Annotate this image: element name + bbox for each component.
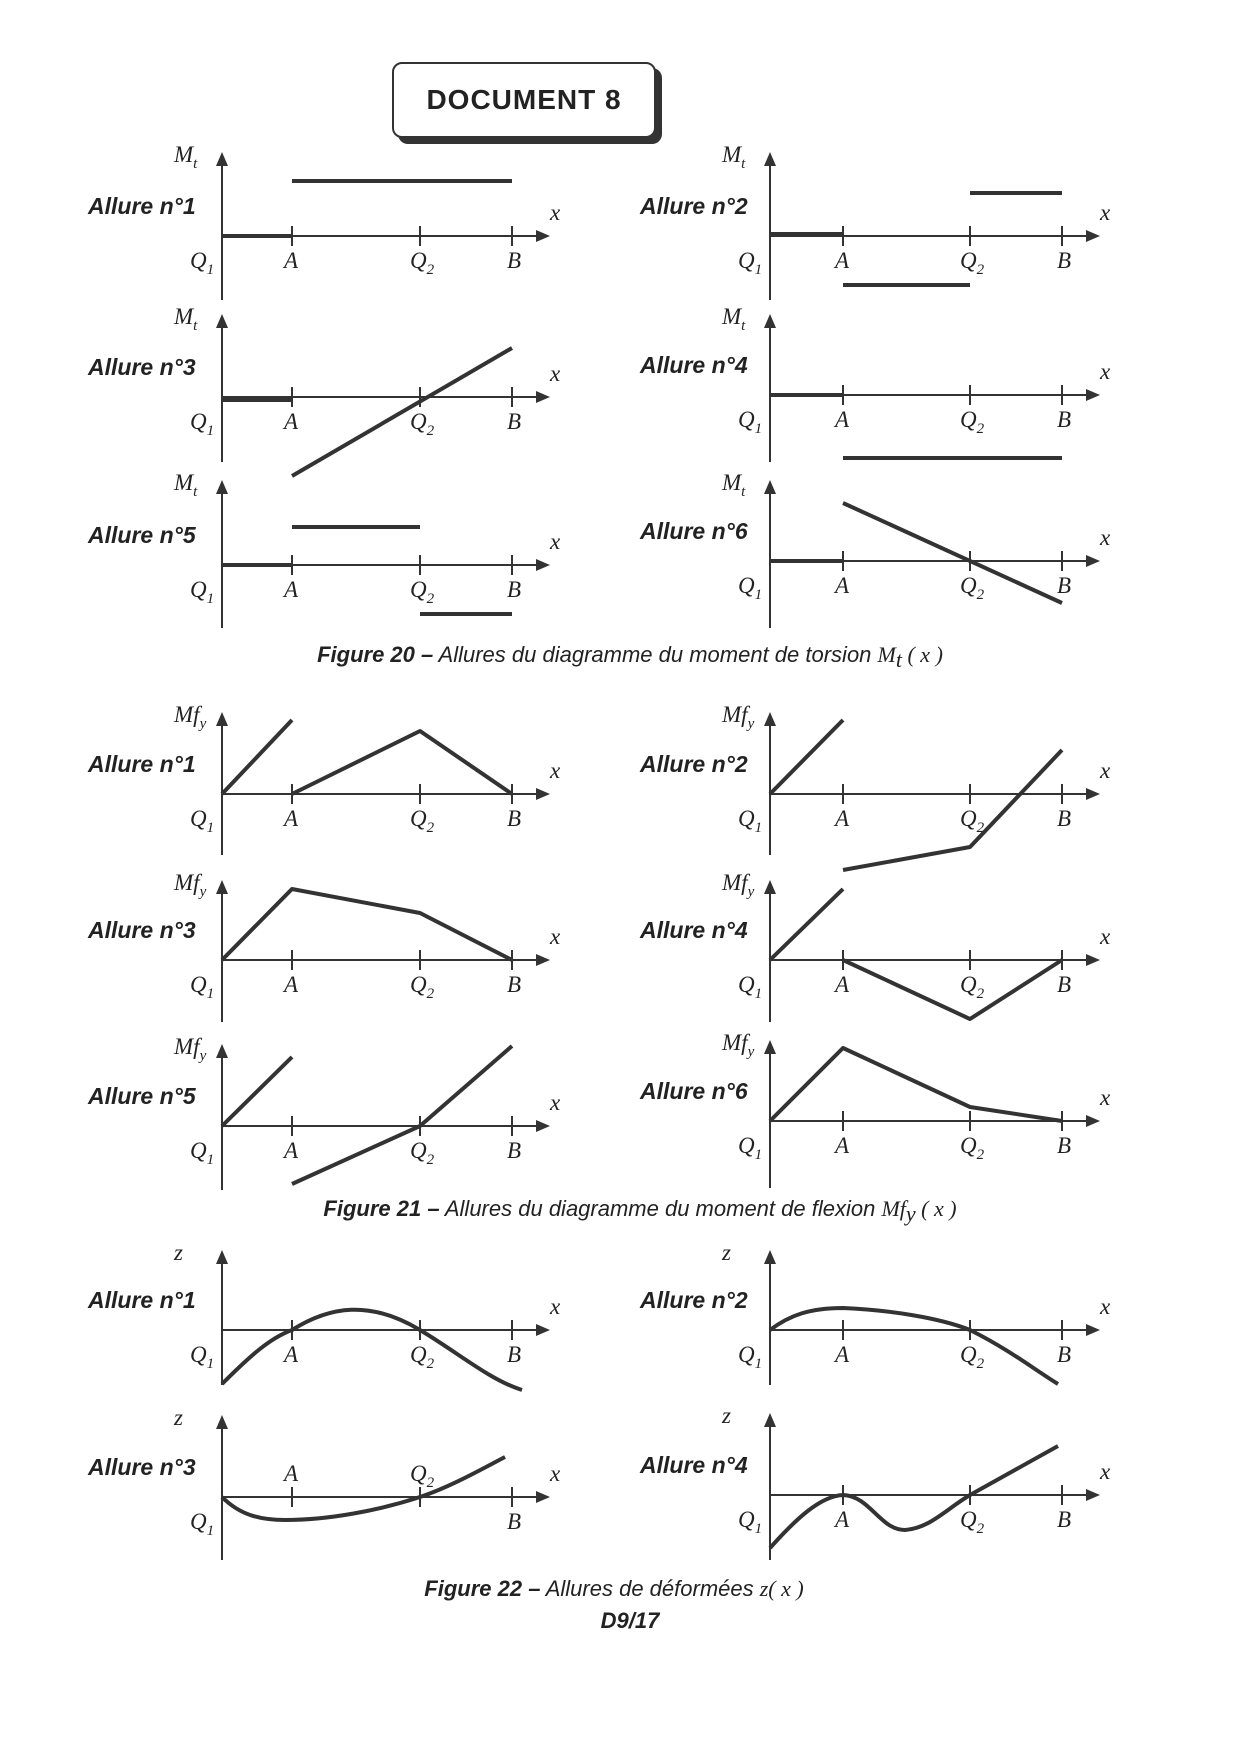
chart-panel [87,142,561,300]
x-axis-arrow-icon [536,1120,550,1132]
x-axis-label: x [1100,1085,1111,1110]
q2-label: $Q_2$ [410,806,435,836]
allure-label: Allure n°1 [88,751,196,777]
diagram-curve [770,1308,1058,1384]
y-axis-label: $M_t$ [722,142,746,172]
chart-panel [639,1403,1111,1560]
page-number: D9/17 [600,1608,660,1633]
a-label: A [284,1138,299,1163]
y-axis-arrow-icon [216,480,228,494]
y-axis-arrow-icon [764,1040,776,1054]
q1-label: $Q_1$ [190,409,215,439]
q1-label: $Q_1$ [738,1133,763,1163]
q1-label: $Q_1$ [190,1509,215,1539]
y-axis-arrow-icon [764,712,776,726]
y-axis-label: $Mf_y$ [722,702,755,732]
q1-label: $Q_1$ [190,972,215,1002]
y-axis-label: $Mf_y$ [722,1030,755,1060]
x-axis-label: x [550,1090,561,1115]
allure-label: Allure n°5 [88,522,196,548]
x-axis-arrow-icon [1086,389,1100,401]
q1-label: $Q_1$ [738,972,763,1002]
allure-label: Allure n°6 [640,518,748,544]
y-axis-label: $Mf_y$ [722,870,755,900]
x-axis-label: x [1100,359,1111,384]
figure-21-caption: Figure 21 – Allures du diagramme du moment de flexion Mfy ( x ) [323,1196,957,1226]
b-label: B [507,248,522,273]
chart-panel [639,1240,1111,1385]
y-axis-label: $Mf_y$ [174,870,207,900]
diagram-curve [770,889,843,960]
q2-label: $Q_2$ [960,1342,985,1372]
chart-panel [639,142,1111,300]
b-label: B [1057,1342,1072,1367]
allure-label: Allure n°3 [88,1454,196,1480]
diagram-curve [222,889,512,960]
y-axis-arrow-icon [764,1413,776,1427]
q2-label: $Q_2$ [960,573,985,603]
y-axis-label: z [722,1403,731,1428]
b-label: B [507,577,522,602]
b-label: B [1057,972,1072,997]
a-label: A [284,1342,299,1367]
chart-panel [87,702,561,855]
q2-label: $Q_2$ [960,248,985,278]
document-title: DOCUMENT 8 [392,62,656,138]
x-axis-label: x [1100,1459,1111,1484]
q1-label: $Q_1$ [738,248,763,278]
chart-panel [87,1405,561,1560]
b-label: B [507,1509,522,1534]
y-axis-label: $M_t$ [722,470,746,500]
a-label: A [835,573,850,598]
allure-label: Allure n°3 [88,354,196,380]
allure-label: Allure n°2 [640,751,748,777]
chart-panel [87,470,561,628]
figure-20-caption: Figure 20 – Allures du diagramme du moment de torsion Mt ( x ) [317,642,943,672]
a-label: A [284,248,299,273]
b-label: B [1057,1133,1072,1158]
y-axis-arrow-icon [216,712,228,726]
a-label: A [835,407,850,432]
allure-label: Allure n°4 [640,352,748,378]
x-axis-arrow-icon [536,788,550,800]
allure-label: Allure n°3 [88,917,196,943]
q1-label: $Q_1$ [738,573,763,603]
y-axis-label: z [174,1405,183,1430]
allure-label: Allure n°4 [640,1452,748,1478]
allure-label: Allure n°2 [640,193,748,219]
x-axis-label: x [550,924,561,949]
a-label: A [284,409,299,434]
a-label: A [284,1461,299,1486]
b-label: B [507,1342,522,1367]
y-axis-label: $M_t$ [722,304,746,334]
y-axis-arrow-icon [764,480,776,494]
chart-panel [639,304,1111,462]
y-axis-arrow-icon [764,1250,776,1264]
x-axis-arrow-icon [536,391,550,403]
a-label: A [835,1507,850,1532]
b-label: B [507,972,522,997]
q1-label: $Q_1$ [190,1342,215,1372]
allure-label: Allure n°5 [88,1083,196,1109]
q2-label: $Q_2$ [960,1507,985,1537]
q2-label: $Q_2$ [410,1342,435,1372]
q2-label: $Q_2$ [960,972,985,1002]
y-axis-arrow-icon [216,152,228,166]
x-axis-label: x [550,1461,561,1486]
b-label: B [1057,248,1072,273]
y-axis-arrow-icon [216,1044,228,1058]
x-axis-arrow-icon [536,559,550,571]
a-label: A [284,806,299,831]
diagram-curve [222,1457,505,1520]
allure-label: Allure n°6 [640,1078,748,1104]
allure-label: Allure n°2 [640,1287,748,1313]
y-axis-arrow-icon [764,314,776,328]
x-axis-label: x [1100,1294,1111,1319]
allure-label: Allure n°4 [640,917,748,943]
q1-label: $Q_1$ [738,1507,763,1537]
q1-label: $Q_1$ [190,806,215,836]
a-label: A [835,248,850,273]
q2-label: $Q_2$ [410,409,435,439]
x-axis-label: x [550,200,561,225]
chart-panel [87,304,561,476]
x-axis-label: x [550,529,561,554]
chart-panel [87,1240,561,1390]
a-label: A [835,1342,850,1367]
b-label: B [507,409,522,434]
allure-label: Allure n°1 [88,1287,196,1313]
diagram-curve [843,503,1062,603]
chart-panel [639,702,1111,870]
q2-label: $Q_2$ [410,1461,435,1491]
allure-label: Allure n°1 [88,193,196,219]
y-axis-label: z [174,1240,183,1265]
chart-panel [639,1030,1111,1188]
diagram-curve [292,348,512,476]
diagram-curve [292,731,512,794]
diagram-curve [222,720,292,794]
q1-label: $Q_1$ [738,806,763,836]
a-label: A [284,972,299,997]
y-axis-label: $M_t$ [174,304,198,334]
x-axis-label: x [1100,758,1111,783]
x-axis-label: x [1100,525,1111,550]
diagram-curve [843,750,1062,870]
q1-label: $Q_1$ [190,1138,215,1168]
b-label: B [1057,1507,1072,1532]
diagram-curve [222,1310,522,1390]
figure-22-caption: Figure 22 – Allures de déformées z( x ) [424,1576,804,1601]
x-axis-arrow-icon [1086,230,1100,242]
b-label: B [507,806,522,831]
x-axis-arrow-icon [1086,555,1100,567]
q2-label: $Q_2$ [410,1138,435,1168]
y-axis-arrow-icon [216,1415,228,1429]
y-axis-label: $M_t$ [174,142,198,172]
y-axis-label: $Mf_y$ [174,1034,207,1064]
x-axis-label: x [1100,924,1111,949]
diagram-curve [770,1048,1062,1121]
x-axis-arrow-icon [1086,954,1100,966]
a-label: A [835,972,850,997]
x-axis-label: x [1100,200,1111,225]
y-axis-label: z [722,1240,731,1265]
x-axis-label: x [550,361,561,386]
diagram-curve [222,1057,292,1126]
b-label: B [1057,806,1072,831]
x-axis-arrow-icon [1086,788,1100,800]
diagram-curve [292,1046,512,1184]
q2-label: $Q_2$ [960,407,985,437]
q1-label: $Q_1$ [738,1342,763,1372]
a-label: A [284,577,299,602]
y-axis-arrow-icon [764,880,776,894]
a-label: A [835,1133,850,1158]
chart-panel [639,470,1111,628]
x-axis-arrow-icon [536,954,550,966]
x-axis-arrow-icon [536,230,550,242]
y-axis-label: $M_t$ [174,470,198,500]
x-axis-label: x [550,1294,561,1319]
q2-label: $Q_2$ [410,248,435,278]
x-axis-arrow-icon [1086,1115,1100,1127]
diagram-curve [770,1446,1058,1548]
x-axis-arrow-icon [536,1491,550,1503]
y-axis-arrow-icon [216,1250,228,1264]
y-axis-label: $Mf_y$ [174,702,207,732]
y-axis-arrow-icon [216,314,228,328]
q1-label: $Q_1$ [738,407,763,437]
diagram-curve [770,720,843,794]
x-axis-arrow-icon [1086,1489,1100,1501]
q1-label: $Q_1$ [190,577,215,607]
y-axis-arrow-icon [216,880,228,894]
b-label: B [1057,407,1072,432]
q2-label: $Q_2$ [960,806,985,836]
q2-label: $Q_2$ [960,1133,985,1163]
chart-panel [87,1034,561,1190]
q1-label: $Q_1$ [190,248,215,278]
x-axis-label: x [550,758,561,783]
b-label: B [1057,573,1072,598]
a-label: A [835,806,850,831]
diagram-curve [843,960,1062,1019]
x-axis-arrow-icon [1086,1324,1100,1336]
x-axis-arrow-icon [536,1324,550,1336]
y-axis-arrow-icon [764,152,776,166]
q2-label: $Q_2$ [410,972,435,1002]
chart-panel [87,870,561,1022]
q2-label: $Q_2$ [410,577,435,607]
chart-panel [639,870,1111,1022]
b-label: B [507,1138,522,1163]
